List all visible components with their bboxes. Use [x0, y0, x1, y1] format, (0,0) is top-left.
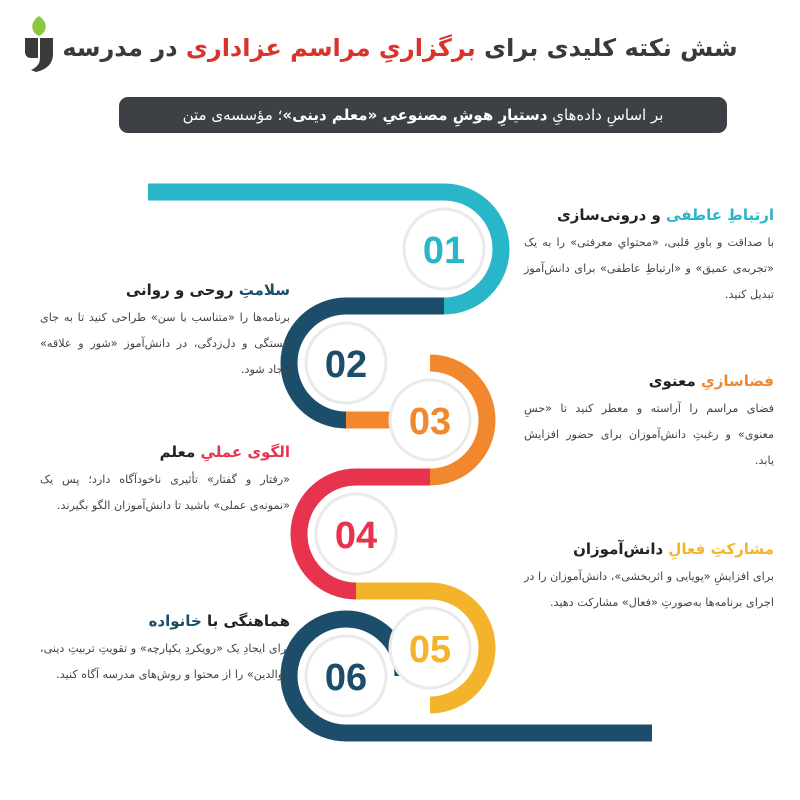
circle-02 [306, 323, 386, 403]
tip-05-heading [524, 540, 774, 558]
number-02: 02 [324, 344, 368, 386]
tip-04-heading [40, 443, 290, 461]
tip-06-heading-highlight: خانواده [148, 612, 202, 630]
circle-06 [306, 636, 386, 716]
circle-01 [404, 209, 484, 289]
tip-02-heading [40, 281, 290, 299]
tip-03-heading-highlight: فضاسازیِ [700, 372, 774, 390]
number-06: 06 [324, 657, 368, 699]
tip-02-heading-hl-wrap [239, 281, 290, 299]
tip-03-body: فضای مراسم را آراسته و معطر کنید تا «حسِ معنوی» و رغبتِ دانش‌آموزان برای حضور افزایش یابد. [524, 402, 774, 467]
tip-06-heading [40, 612, 290, 630]
tip-01-heading [524, 206, 774, 224]
tip-04 [40, 443, 290, 519]
tip-05-heading-rest: دانش‌آموزان [573, 540, 669, 558]
subtitle-part1: بر اساسِ داده‌هایِ [552, 106, 664, 124]
tip-05-heading-highlight: مشارکتِ فعالِ [668, 540, 774, 558]
tip-02-heading-rest: روحی و روانی [125, 281, 239, 299]
tip-01-heading-highlight: ارتباطِ عاطفی [666, 206, 774, 224]
number-05: 05 [408, 629, 452, 671]
tip-04-body: «رفتار و گفتار» تأثیری ناخودآگاه دارد؛ پس یک «نمونه‌ی عملی» باشید تا دانش‌آموزان الگو بگیرند. [40, 473, 290, 512]
tip-01-body: با صداقت و باورِ قلبی، «محتوایِ معرفتی» را به یک «تجربه‌ی عمیق» و «ارتباطِ عاطفی» برای دانش‌آموز تبدیل کنید. [524, 236, 774, 301]
tip-06 [40, 612, 290, 688]
tip-04-heading-highlight: الگوی عملیِ [200, 443, 290, 461]
tip-03-heading [524, 372, 774, 390]
circle-04 [316, 494, 396, 574]
tip-06-heading-pre: هماهنگی با [201, 612, 290, 630]
subtitle-part2: ؛ مؤسسه‌ی متن [182, 106, 283, 124]
circle-03 [390, 380, 470, 460]
tip-04-heading-rest: معلم [159, 443, 201, 461]
tip-05-body: برای افزایشِ «پویایی و اثربخشی»، دانش‌آموزان را در اجرای برنامه‌ها به‌صورتِ «فعال» مشارکت دهید. [524, 570, 774, 609]
subtitle-bold: دستیارِ هوشِ مصنوعیِ «معلم دینی» [282, 106, 548, 124]
tip-06-body: برای ایجادِ یک «رویکردِ یکپارچه» و تقویتِ تربیتِ دینی، «والدین» را از محتوا و روش‌های مدرسه آگاه کنید. [40, 642, 290, 681]
title-part2: در مدرسه [62, 34, 178, 62]
title-highlight: برگزاریِ مراسم عزاداری [185, 34, 476, 62]
number-04: 04 [334, 515, 378, 557]
tip-01-heading-rest: و درونی‌سازی [557, 206, 667, 224]
tip-02 [40, 281, 290, 383]
number-03: 03 [408, 401, 452, 443]
tip-01 [524, 206, 774, 308]
tip-03-heading-rest: معنوی [648, 372, 701, 390]
tip-03 [524, 372, 774, 474]
tip-02-body: برنامه‌ها را «متناسب با سن» طراحی کنید تا به جای خستگی و دل‌زدگی، در دانش‌آموز «شور و علاقه» ایجاد شود. [40, 311, 290, 376]
title-part1: شش نکته کلیدی برای [484, 34, 738, 62]
circle-05 [390, 608, 470, 688]
number-01: 01 [422, 230, 466, 272]
tip-05 [524, 540, 774, 616]
tip-02-heading-highlight: سلامتِ [238, 281, 290, 299]
